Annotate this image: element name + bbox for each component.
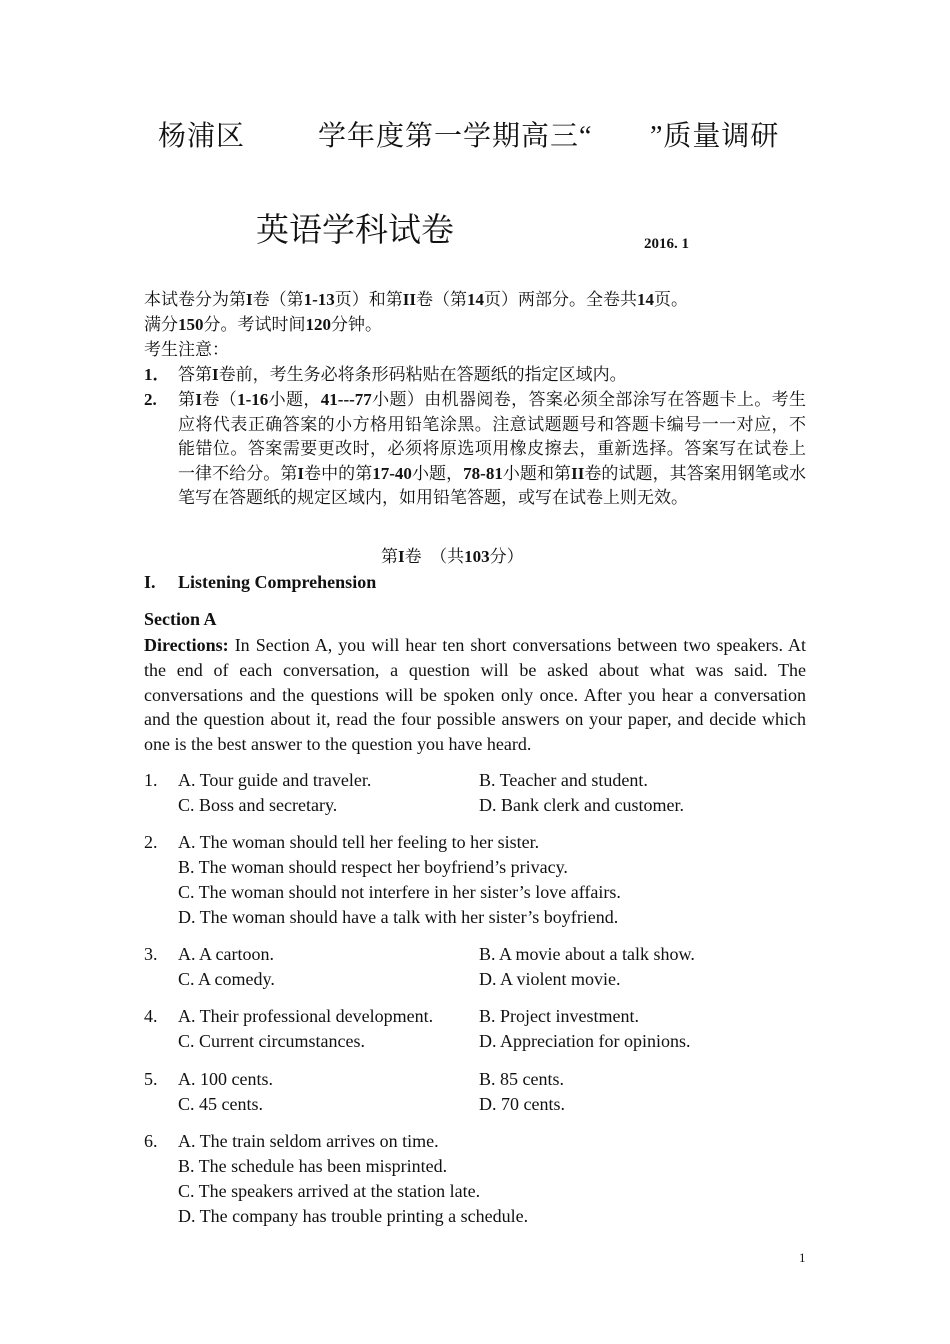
option-b: B. The schedule has been misprinted. — [178, 1156, 448, 1176]
option-b: B. Teacher and student. — [479, 770, 648, 790]
question-number: 3. — [144, 944, 158, 964]
intro-line: 本试卷分为第I卷（第1-13页）和第II卷（第14页）两部分。全卷共14页。 — [144, 290, 689, 309]
option-a: A. The train seldom arrives on time. — [178, 1131, 439, 1151]
option-b: B. The woman should respect her boyfriend’s privacy. — [178, 857, 568, 877]
page-number: 1 — [799, 1250, 806, 1265]
question-number: 6. — [144, 1131, 158, 1151]
option-d: D. The woman should have a talk with her sister’s boyfriend. — [178, 907, 619, 927]
header-title-end: ”质量调研 — [650, 121, 780, 152]
option-a: A. The woman should tell her feeling to her sister. — [178, 832, 540, 852]
question-number: 5. — [144, 1069, 158, 1089]
option-b: B. A movie about a talk show. — [479, 944, 695, 964]
option-d: D. The company has trouble printing a schedule. — [178, 1206, 529, 1226]
part-label: 第I卷 （共103分） — [381, 547, 524, 566]
notice-1-number: 1． — [144, 365, 170, 384]
option-b: B. 85 cents. — [479, 1069, 564, 1089]
option-d: D. Appreciation for opinions. — [479, 1031, 691, 1051]
option-a: A. A cartoon. — [178, 944, 274, 964]
option-b: B. Project investment. — [479, 1006, 639, 1026]
notice-heading: 考生注意： — [144, 340, 229, 359]
page-title: 英语学科试卷 — [256, 213, 454, 249]
option-c: C. Current circumstances. — [178, 1031, 365, 1051]
option-a: A. Their professional development. — [178, 1006, 434, 1026]
option-c: C. The speakers arrived at the station late. — [178, 1181, 481, 1201]
header-title: 学年度第一学期高三“ — [318, 121, 593, 152]
score-line: 满分150分。考试时间120分钟。 — [144, 315, 382, 334]
option-c: C. A comedy. — [178, 969, 275, 989]
option-c: C. The woman should not interfere in her sister’s love affairs. — [178, 882, 621, 902]
section-roman: I. — [144, 572, 156, 592]
directions: Directions: In Section A, you will hear ten short conversations between two speakers. At the end of each conversation, a question will be asked about what was said. The conversations and the questions will be spoken only once. After you hear a conversation and the question about it, read the four possible answers on your paper, and decide which one is the best answer to the question you have heard. — [144, 635, 806, 755]
section-subtitle: Section A — [144, 609, 217, 629]
question-number: 4. — [144, 1006, 158, 1026]
question-number: 1. — [144, 770, 158, 790]
option-d: D. Bank clerk and customer. — [479, 795, 684, 815]
option-a: A. 100 cents. — [178, 1069, 273, 1089]
section-title: Listening Comprehension — [178, 572, 377, 592]
option-d: D. 70 cents. — [479, 1094, 565, 1114]
option-c: C. Boss and secretary. — [178, 795, 338, 815]
option-a: A. Tour guide and traveler. — [178, 770, 372, 790]
header-district: 杨浦区 — [158, 121, 246, 152]
notice-1-text: 答第I卷前，考生务必将条形码粘贴在答题纸的指定区域内。 — [178, 365, 627, 384]
notice-2-number: 2. — [144, 390, 157, 409]
option-d: D. A violent movie. — [479, 969, 621, 989]
option-c: C. 45 cents. — [178, 1094, 263, 1114]
notice-2-text: 第I卷（1-16小题，41---77小题）由机器阅卷，答案必须全部涂写在答题卡上。考生应将代表正确答案的小方格用铅笔涂黑。注意试题题号和答题卡编号一一对应，不能错位。答案需要更改时，必须将原选项用橡皮擦去，重新选择。答案写在试卷上一律不给分。第I卷中的第17-40小题，78-81小题和第II卷的试题，其答案用钢笔或水笔写在答题纸的规定区域内，如用铅笔答题，或写在试卷上则无效。 — [178, 390, 807, 507]
question-number: 2. — [144, 832, 158, 852]
exam-date: 2016. 1 — [644, 236, 689, 252]
